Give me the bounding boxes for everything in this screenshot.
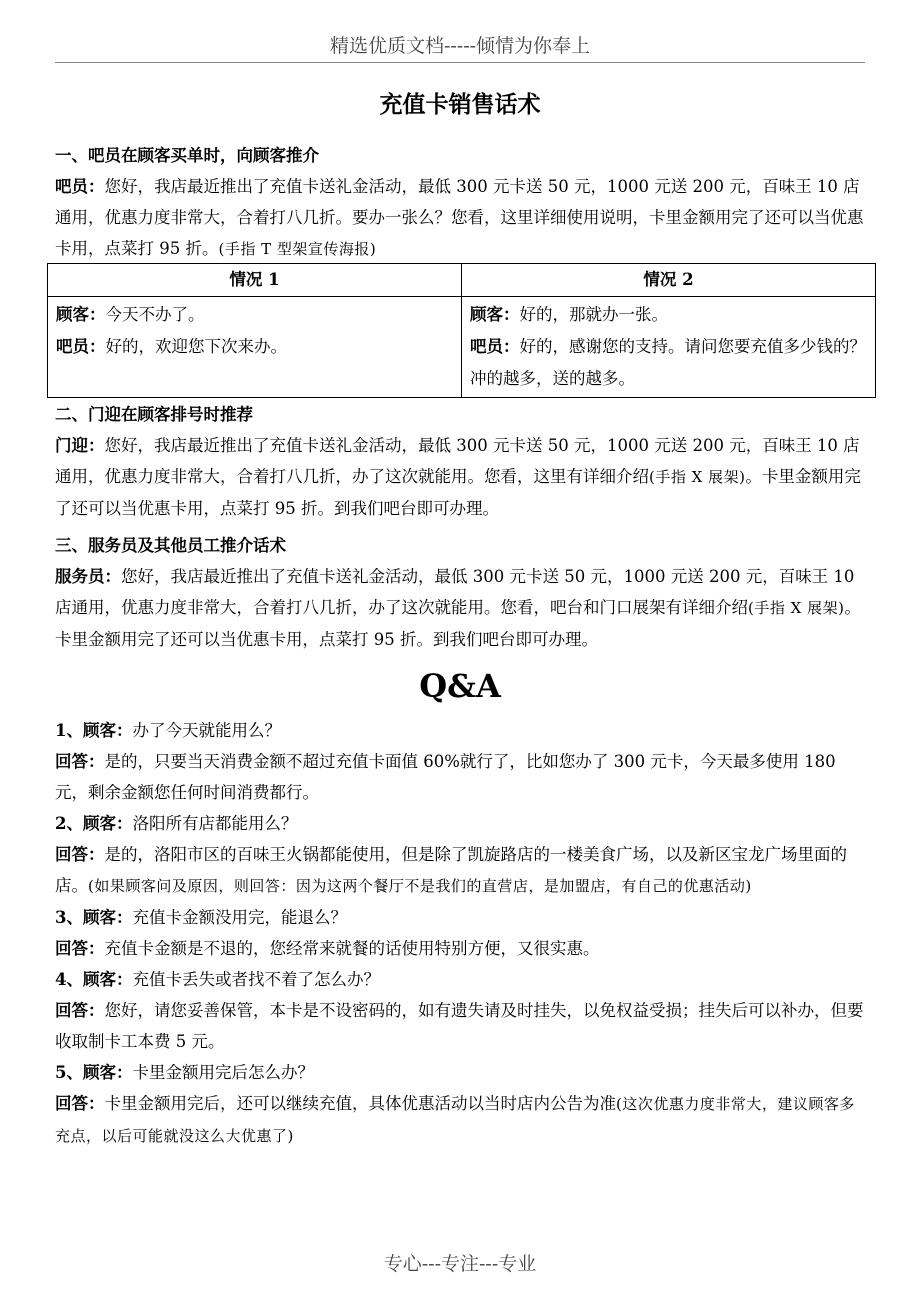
section-1-text: 您好，我店最近推出了充值卡送礼金活动，最低 300 元卡送 50 元，1000 元送 200 元，百味王 10 店通用，优惠力度非常大，合着打八几折。要办一张么？您看，这里详细使用说明，卡里金额用完了还可以当优惠卡用，点菜打 95 折。 — [55, 177, 864, 258]
page-header: 精选优质文档-----倾情为你奉上 — [55, 30, 865, 63]
speaker-label: 吧员： — [56, 337, 106, 356]
answer-note: (这次优惠力度非常大，建议顾客多充点，以后可能就没这么大优惠了) — [55, 1095, 855, 1145]
answer-label: 回答： — [55, 1001, 105, 1020]
section-1-heading: 一、吧员在顾客买单时，向顾客推介 — [55, 146, 319, 165]
dialog-line — [470, 331, 867, 395]
section-2-body — [55, 430, 865, 524]
question-label: 2、顾客： — [55, 814, 133, 833]
dialog-line — [56, 299, 453, 331]
qa-title: Q&A — [419, 667, 501, 705]
section-1-note: (手指 T 型架宣传海报) — [218, 240, 377, 258]
question-text: 充值卡丢失或者找不着了怎么办？ — [132, 970, 380, 989]
dialog-line — [470, 299, 867, 331]
speaker-label: 顾客： — [470, 305, 520, 324]
question — [55, 808, 865, 839]
answer-text: 卡里金额用完后，还可以继续充值，具体优惠活动以当时店内公告为准 — [104, 1094, 616, 1113]
section-1-body — [55, 171, 865, 265]
document-title: 充值卡销售话术 — [379, 91, 541, 118]
situation-1-cell — [48, 297, 462, 398]
dialog-text: 好的，那就办一张。 — [519, 305, 668, 324]
situation-2-header: 情况 2 — [462, 264, 876, 297]
answer-text: 是的，只要当天消费金额不超过充值卡面值 60%就行了，比如您办了 300 元卡，今天最多使用 180 元，剩余金额您任何时间消费都行。 — [55, 752, 836, 802]
section-2-note: (手指 X 展架) — [649, 468, 746, 486]
section-3-note: (手指 X 展架) — [748, 599, 845, 617]
section-2-text-end: 。卡里金额用完了还可以当优惠卡用，点菜打 95 折。到我们吧台即可办理。 — [55, 467, 861, 518]
speaker-label: 吧员： — [470, 337, 520, 356]
speaker-label: 顾客： — [56, 305, 106, 324]
qa-item — [55, 902, 865, 964]
table-header-row — [48, 264, 876, 297]
dialog-line — [56, 331, 453, 363]
qa-item — [55, 964, 865, 1057]
situation-1-header: 情况 1 — [48, 264, 462, 297]
speaker-label: 吧员： — [55, 177, 105, 196]
answer — [55, 839, 865, 902]
qa-item — [55, 1057, 865, 1152]
qa-item — [55, 715, 865, 808]
answer-label: 回答： — [55, 752, 105, 771]
question — [55, 902, 865, 933]
answer — [55, 746, 865, 808]
question — [55, 1057, 865, 1088]
section-2 — [55, 399, 865, 524]
answer — [55, 1088, 865, 1152]
speaker-label: 服务员： — [55, 567, 121, 586]
question-label: 4、顾客： — [55, 970, 133, 989]
qa-list — [55, 715, 865, 1152]
answer-text: 充值卡金额是不退的，您经常来就餐的话使用特别方便，又很实惠。 — [104, 939, 600, 958]
question-text: 卡里金额用完后怎么办？ — [132, 1063, 314, 1082]
answer-label: 回答： — [55, 939, 105, 958]
question — [55, 964, 865, 995]
dialog-text: 今天不办了。 — [105, 305, 205, 324]
section-3-body — [55, 561, 865, 655]
question-text: 办了今天就能用么？ — [132, 721, 281, 740]
dialog-text: 好的，感谢您的支持。请问您要充值多少钱的？冲的越多，送的越多。 — [470, 337, 866, 388]
qa-item — [55, 808, 865, 902]
answer — [55, 933, 865, 964]
question-text: 洛阳所有店都能用么？ — [132, 814, 298, 833]
answer-note: (如果顾客问及原因，则回答：因为这两个餐厅不是我们的直营店，是加盟店，有自己的优惠活动) — [88, 877, 752, 895]
section-1 — [55, 140, 865, 265]
answer-label: 回答： — [55, 1094, 105, 1113]
question-label: 5、顾客： — [55, 1063, 133, 1082]
question-label: 3、顾客： — [55, 908, 133, 927]
question-label: 1、顾客： — [55, 721, 133, 740]
section-3-text: 您好，我店最近推出了充值卡送礼金活动，最低 300 元卡送 50 元，1000 元送 200 元，百味王 10 店通用，优惠力度非常大，合着打八几折，办了这次就能用。您看，吧台和门口展架有详细介绍 — [55, 567, 855, 617]
answer-text: 是的，洛阳市区的百味王火锅都能使用，但是除了凯旋路店的一楼美食广场，以及新区宝龙广场里面的店。 — [55, 845, 847, 895]
section-3-text-end: 。卡里金额用完了还可以当优惠卡用，点菜打 95 折。到我们吧台即可办理。 — [55, 598, 861, 649]
section-3 — [55, 530, 865, 655]
situation-table — [47, 263, 876, 398]
section-2-heading: 二、门迎在顾客排号时推荐 — [55, 405, 253, 424]
answer-label: 回答： — [55, 845, 105, 864]
situation-2-cell — [462, 297, 876, 398]
section-2-text: 您好，我店最近推出了充值卡送礼金活动，最低 300 元卡送 50 元，1000 元送 200 元，百味王 10 店通用，优惠力度非常大，合着打八几折，办了这次就能用。您看，这里有详细介绍 — [55, 436, 860, 486]
section-3-heading: 三、服务员及其他员工推介话术 — [55, 536, 286, 555]
question — [55, 715, 865, 746]
page-footer: 专心---专注---专业 — [383, 1253, 537, 1275]
question-text: 充值卡金额没用完，能退么？ — [132, 908, 347, 927]
table-row — [48, 297, 876, 398]
speaker-label: 门迎： — [55, 436, 105, 455]
answer — [55, 995, 865, 1057]
dialog-text: 好的，欢迎您下次来办。 — [105, 337, 287, 356]
answer-text: 您好，请您妥善保管，本卡是不设密码的，如有遗失请及时挂失，以免权益受损；挂失后可以补办，但要收取制卡工本费 5 元。 — [55, 1001, 864, 1051]
